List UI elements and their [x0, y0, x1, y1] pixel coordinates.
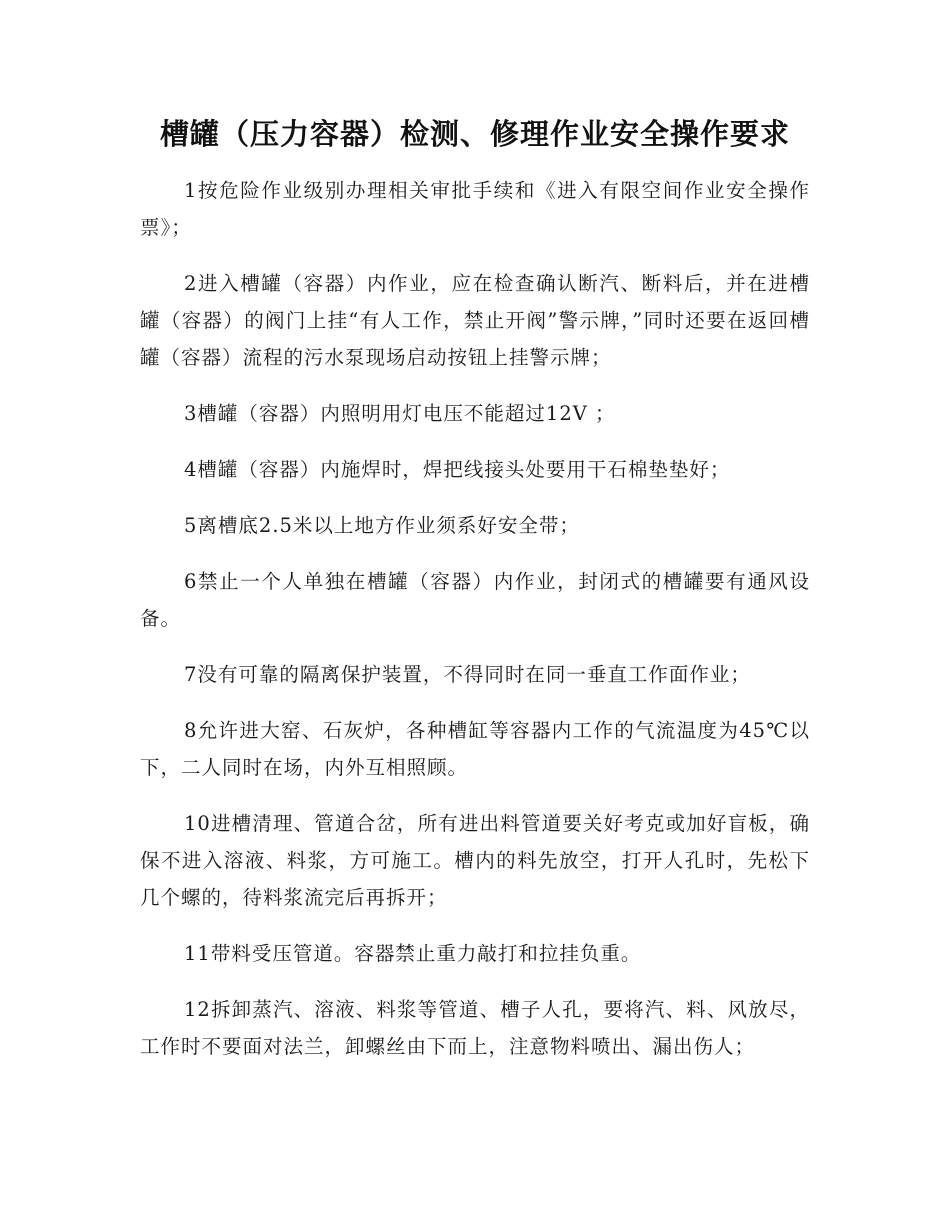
clause-8: 8允许进大窑、石灰炉，各种槽缸等容器内工作的气流温度为45℃以下，二人同时在场，内外互相照顾。 [140, 719, 810, 779]
clause-1: 1按危险作业级别办理相关审批手续和《进入有限空间作业安全操作票》； [140, 179, 810, 239]
clause-11: 11带料受压管道。容器禁止重力敲打和拉挂负重。 [184, 942, 642, 965]
clause-4: 4槽罐（容器）内施焊时，焊把线接头处要用干石棉垫垫好； [184, 458, 731, 481]
clause-6: 6禁止一个人单独在槽罐（容器）内作业，封闭式的槽罐要有通风设备。 [140, 570, 810, 630]
clause-2: 2进入槽罐（容器）内作业，应在检查确认断汽、断料后，并在进槽罐（容器）的阀门上挂“有人工作，禁止开阀”警示牌，”同时还要在返回槽罐（容器）流程的污水泵现场启动按钮上挂警示牌； [140, 272, 810, 369]
document-page [140, 112, 810, 1084]
clause-7: 7没有可靠的隔离保护装置，不得同时在同一垂直工作面作业； [184, 663, 751, 686]
document-title: 槽罐（压力容器）检测、修理作业安全操作要求 [159, 117, 790, 151]
clause-5: 5离槽底2.5米以上地方作业须系好安全带； [184, 514, 580, 537]
clause-10: 10进槽清理、管道合岔，所有进出料管道要关好考克或加好盲板，确保不进入溶液、料浆，方可施工。槽内的料先放空，打开人孔时，先松下几个螺的，待料浆流完后再拆开； [140, 812, 810, 909]
clause-12: 12拆卸蒸汽、溶液、料浆等管道、槽子人孔，要将汽、料、风放尽，工作时不要面对法兰，卸螺丝由下而上，注意物料喷出、漏出伤人； [140, 998, 810, 1058]
clause-3: 3槽罐（容器）内照明用灯电压不能超过12V ； [184, 402, 616, 425]
